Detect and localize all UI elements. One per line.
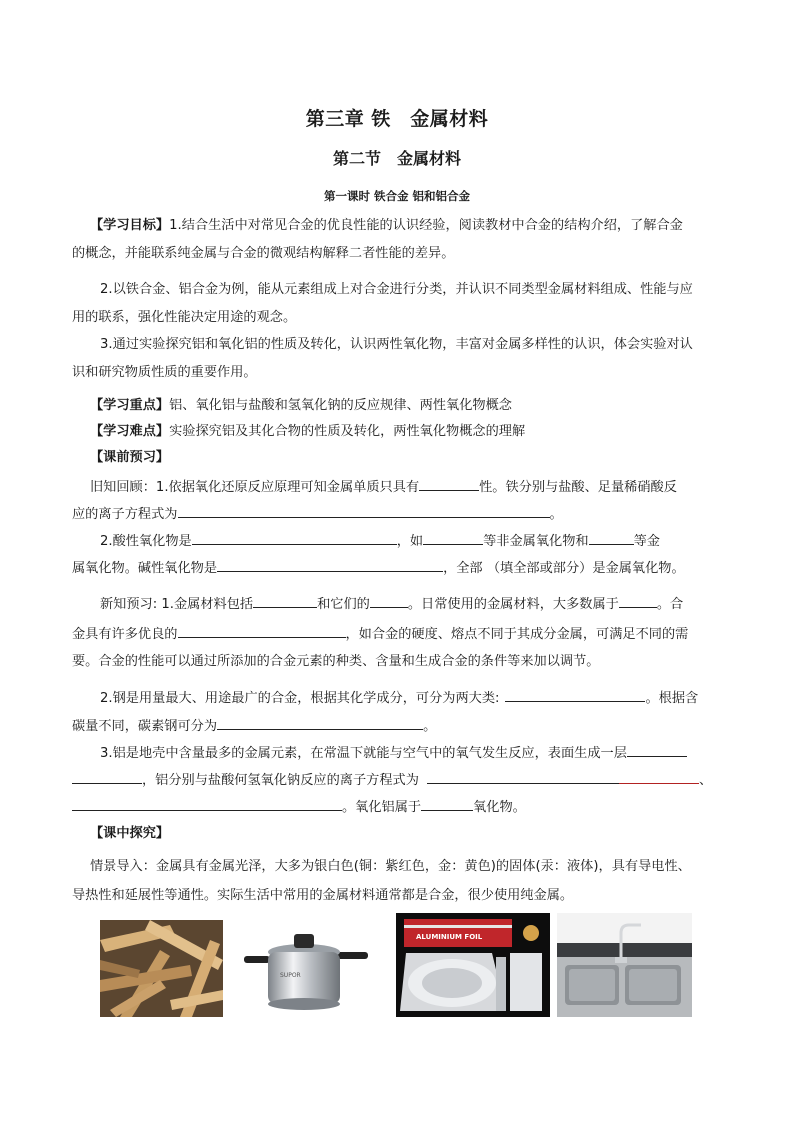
- pressure-cooker-graphic: [240, 922, 372, 1017]
- goal-line-5: 3.通过实验探究铝和氧化铝的性质及转化，认识两性氧化物，丰富对金属多样性的认识，体会实验对认: [100, 337, 693, 352]
- blank-9[interactable]: [619, 594, 657, 608]
- foil-graphic: [396, 913, 550, 1017]
- blank-15-red[interactable]: [619, 770, 699, 784]
- goals-label: 【学习目标】: [90, 218, 170, 233]
- blank-8[interactable]: [370, 594, 408, 608]
- steel-sink-photo: [557, 913, 692, 1017]
- goal-line-3: 2.以铁合金、铝合金为例，能从元素组成上对合金进行分类，并认识不同类型金属材料组成、性能与应: [100, 282, 693, 297]
- preview-line-10: 3.铝是地壳中含量最多的金属元素，在常温下就能与空气中的氧气发生反应，表面生成一层: [100, 743, 687, 762]
- explore-line-2: 导热性和延展性等通性。实际生活中常用的金属材料通常都是合金，很少使用纯金属。: [72, 888, 574, 903]
- blank-10[interactable]: [178, 624, 346, 638]
- goal-line-1: 【学习目标】1.结合生活中对常见合金的优良性能的认识经验，阅读教材中合金的结构介绍，了解合金: [90, 218, 683, 233]
- blank-16[interactable]: [72, 797, 342, 811]
- blank-15[interactable]: [427, 770, 619, 784]
- copper-strips-graphic: [100, 920, 223, 1017]
- preview-label: 【课前预习】: [90, 450, 170, 465]
- blank-4[interactable]: [423, 531, 483, 545]
- section-title: 第二节 金属材料: [332, 149, 461, 168]
- preview-line-5: 新知预习: 1.金属材料包括 和它们的 。日常使用的金属材料，大多数属于 。合: [100, 594, 683, 613]
- blank-5[interactable]: [589, 531, 634, 545]
- aluminium-foil-photo: [396, 913, 550, 1017]
- blank-13[interactable]: [627, 743, 687, 757]
- blank-1[interactable]: [419, 477, 479, 491]
- preview-line-6: 金具有许多优良的 ，如合金的硬度、熔点不同于其成分金属，可满足不同的需: [72, 624, 688, 643]
- lesson-title: 第一课时 铁合金 铝和铝合金: [323, 189, 470, 203]
- sink-graphic: [557, 913, 692, 1017]
- preview-line-9: 碳量不同，碳素钢可分为 。: [72, 716, 436, 735]
- blank-11[interactable]: [505, 688, 645, 702]
- preview-line-7: 要。合金的性能可以通过所添加的合金元素的种类、含量和生成合金的条件等来加以调节。: [72, 654, 600, 669]
- blank-6[interactable]: [217, 558, 443, 572]
- chapter-title: 第三章 铁 金属材料: [305, 108, 489, 130]
- goal-line-2: 的概念，并能联系纯金属与合金的微观结构解释二者性能的差异。: [72, 246, 455, 261]
- blank-17[interactable]: [421, 797, 473, 811]
- preview-line-1: 旧知回顾：1.依据氧化还原反应原理可知金属单质只具有 性。铁分别与盐酸、足量稀硝酸反: [90, 477, 677, 496]
- preview-line-8: 2.钢是用量最大、用途最广的合金，根据其化学成分，可分为两大类: 。根据含: [100, 688, 698, 707]
- goal-line-6: 识和研究物质性质的重要作用。: [72, 365, 257, 380]
- blank-14[interactable]: [72, 770, 142, 784]
- copper-alloy-photo: [100, 920, 223, 1017]
- blank-2[interactable]: [178, 504, 550, 518]
- blank-12[interactable]: [217, 716, 423, 730]
- key-points: 【学习重点】铝、氧化铝与盐酸和氢氧化钠的反应规律、两性氧化物概念: [90, 398, 512, 413]
- preview-line-3: 2.酸性氧化物是 ，如 等非金属氧化物和 等金: [100, 531, 660, 550]
- blank-3[interactable]: [192, 531, 397, 545]
- explore-label: 【课中探究】: [90, 826, 170, 841]
- pressure-cooker-photo: [240, 922, 372, 1017]
- blank-7[interactable]: [253, 594, 317, 608]
- difficulties: 【学习难点】实验探究铝及其化合物的性质及转化，两性氧化物概念的理解: [90, 424, 526, 439]
- preview-line-4: 属氧化物。碱性氧化物是 ，全部 （填全部或部分）是金属氧化物。: [72, 558, 685, 577]
- explore-line-1: 情景导入：金属具有金属光泽，大多为银白色(铜：紫红色，金：黄色)的固体(汞：液体)，具有导电性、: [90, 859, 691, 874]
- foil-box-label: ALUMINIUM FOIL: [416, 933, 483, 941]
- goal-line-4: 用的联系，强化性能决定用途的观念。: [72, 310, 297, 325]
- pot-brand-label: SUPOR: [280, 972, 301, 979]
- preview-line-2: 应的离子方程式为 。: [72, 504, 563, 523]
- preview-line-11: ，铝分别与盐酸何氢氧化钠反应的离子方程式为 、: [72, 770, 712, 789]
- preview-line-12: 。氧化铝属于 氧化物。: [72, 797, 526, 816]
